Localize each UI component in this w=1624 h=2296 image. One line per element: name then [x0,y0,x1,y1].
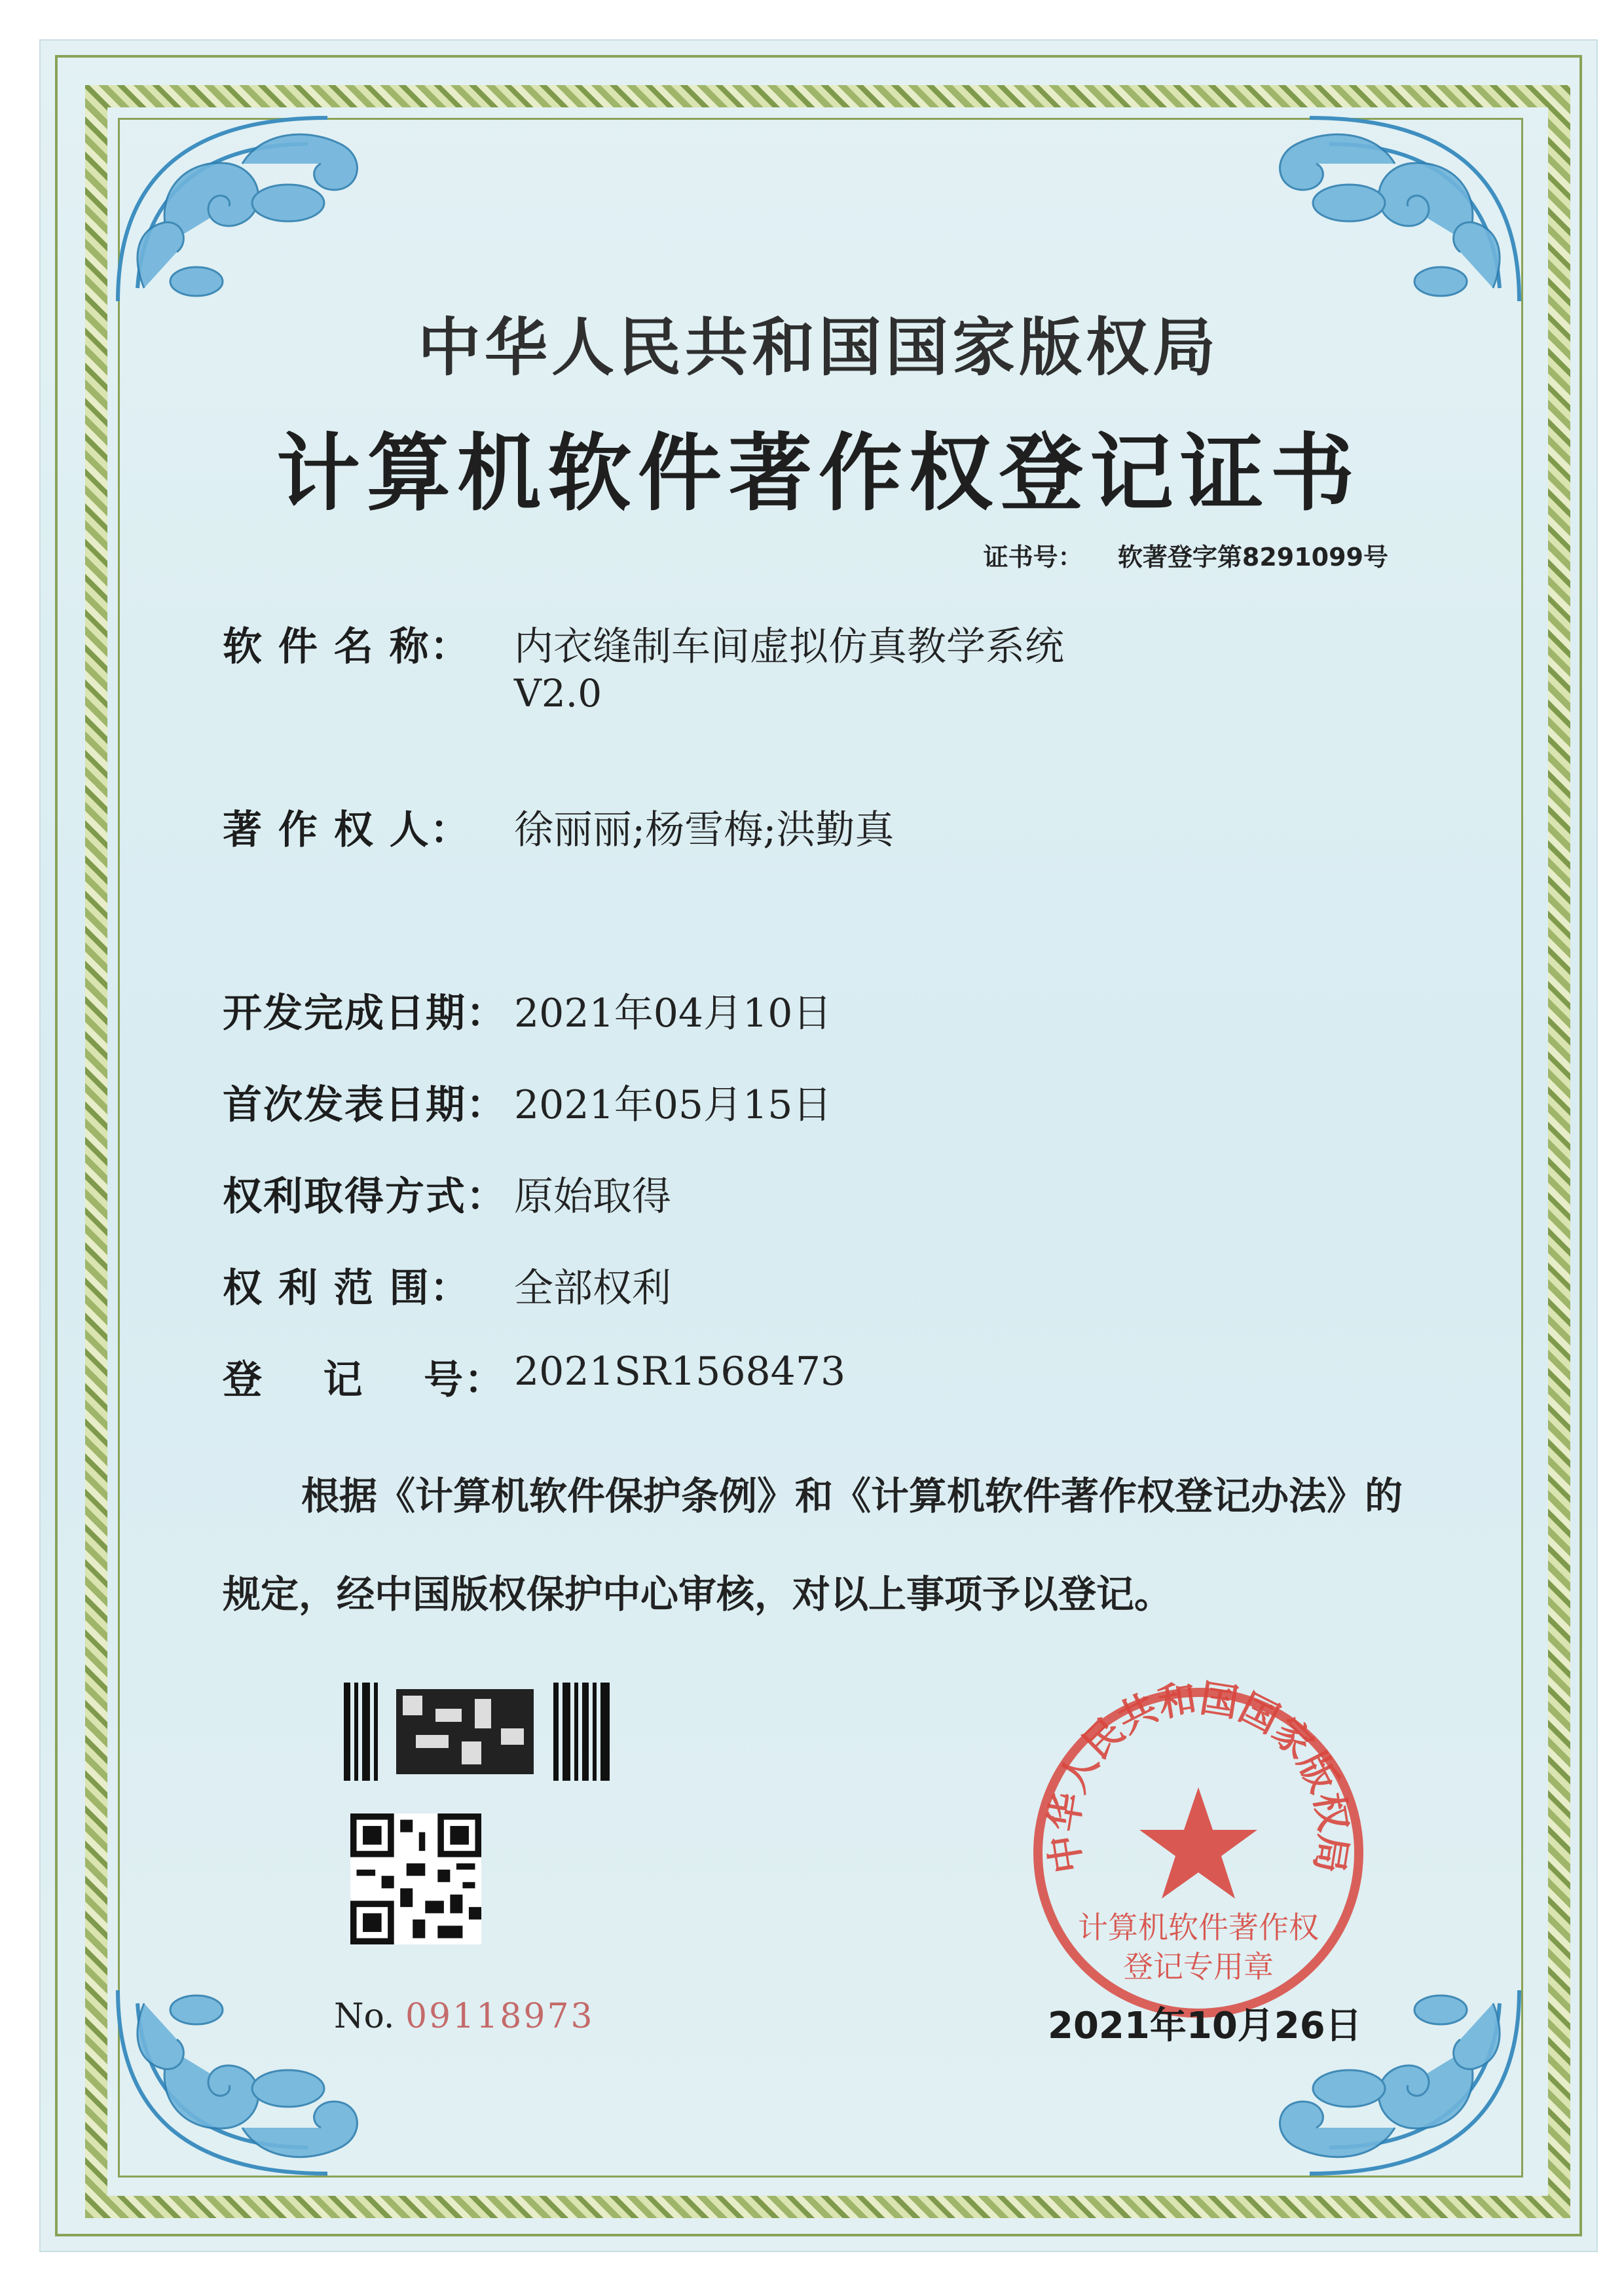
field-dev-date [223,982,832,1038]
serial-number-value: 09118973 [405,1997,595,2036]
certificate-number [984,537,1388,573]
certificate-title: 计算机软件著作权登记证书 [276,424,1361,522]
certificate-sheet [39,39,1598,2252]
barcode-icon [344,1683,619,1781]
scope-label: 权 利 范 围： [223,1266,471,1311]
authority-title: 中华人民共和国国家版权局 [418,311,1219,384]
seal-arc-text: 中华人民共和国国家版权局 [1041,1676,1356,1876]
issue-date: 2021年10月26日 [1048,2005,1362,2047]
seal-line-2: 登记专用章 [1123,1949,1274,1984]
registration-number-label: 登 记 号： [223,1357,506,1403]
software-version: V2.0 [514,671,602,716]
official-seal-icon [1022,1676,1375,2030]
corner-ornament-icon [92,92,432,327]
field-acquisition [223,1165,671,1222]
software-name-value: 内衣缝制车间虚拟仿真教学系统 [514,624,1064,670]
serial-prefix: No. [334,1997,395,2036]
field-software-name [223,615,1064,672]
pub-date-label: 首次发表日期： [223,1082,507,1128]
certificate-number-value: 软著登字第8291099号 [1117,543,1388,572]
statement-line-1: 根据《计算机软件保护条例》和《计算机软件著作权登记办法》的 [301,1474,1403,1518]
statement-line-2: 规定，经中国版权保护中心审核，对以上事项予以登记。 [223,1572,1173,1616]
dev-date-value: 2021年04月10日 [514,991,832,1036]
registration-number-value: 2021SR1568473 [514,1349,846,1394]
seal-line-1: 计算机软件著作权 [1078,1910,1319,1945]
owner-label: 著 作 权 人： [223,807,471,853]
software-name-label: 软 件 名 称： [223,624,471,670]
field-owner [223,799,894,855]
owner-value: 徐丽丽;杨雪梅;洪勤真 [514,807,895,853]
qr-code-icon [350,1813,481,1944]
corner-ornament-icon [1205,92,1545,327]
scope-value: 全部权利 [514,1266,671,1311]
pub-date-value: 2021年05月15日 [514,1082,832,1128]
certificate-number-label: 证书号： [983,543,1083,572]
field-pub-date [223,1074,832,1130]
field-scope [223,1257,671,1313]
dev-date-label: 开发完成日期： [223,991,507,1036]
acquisition-label: 权利取得方式： [223,1174,507,1220]
statement [223,1447,1480,1643]
serial-number [334,1997,595,2036]
acquisition-value: 原始取得 [514,1174,671,1220]
field-registration-number [223,1349,845,1405]
